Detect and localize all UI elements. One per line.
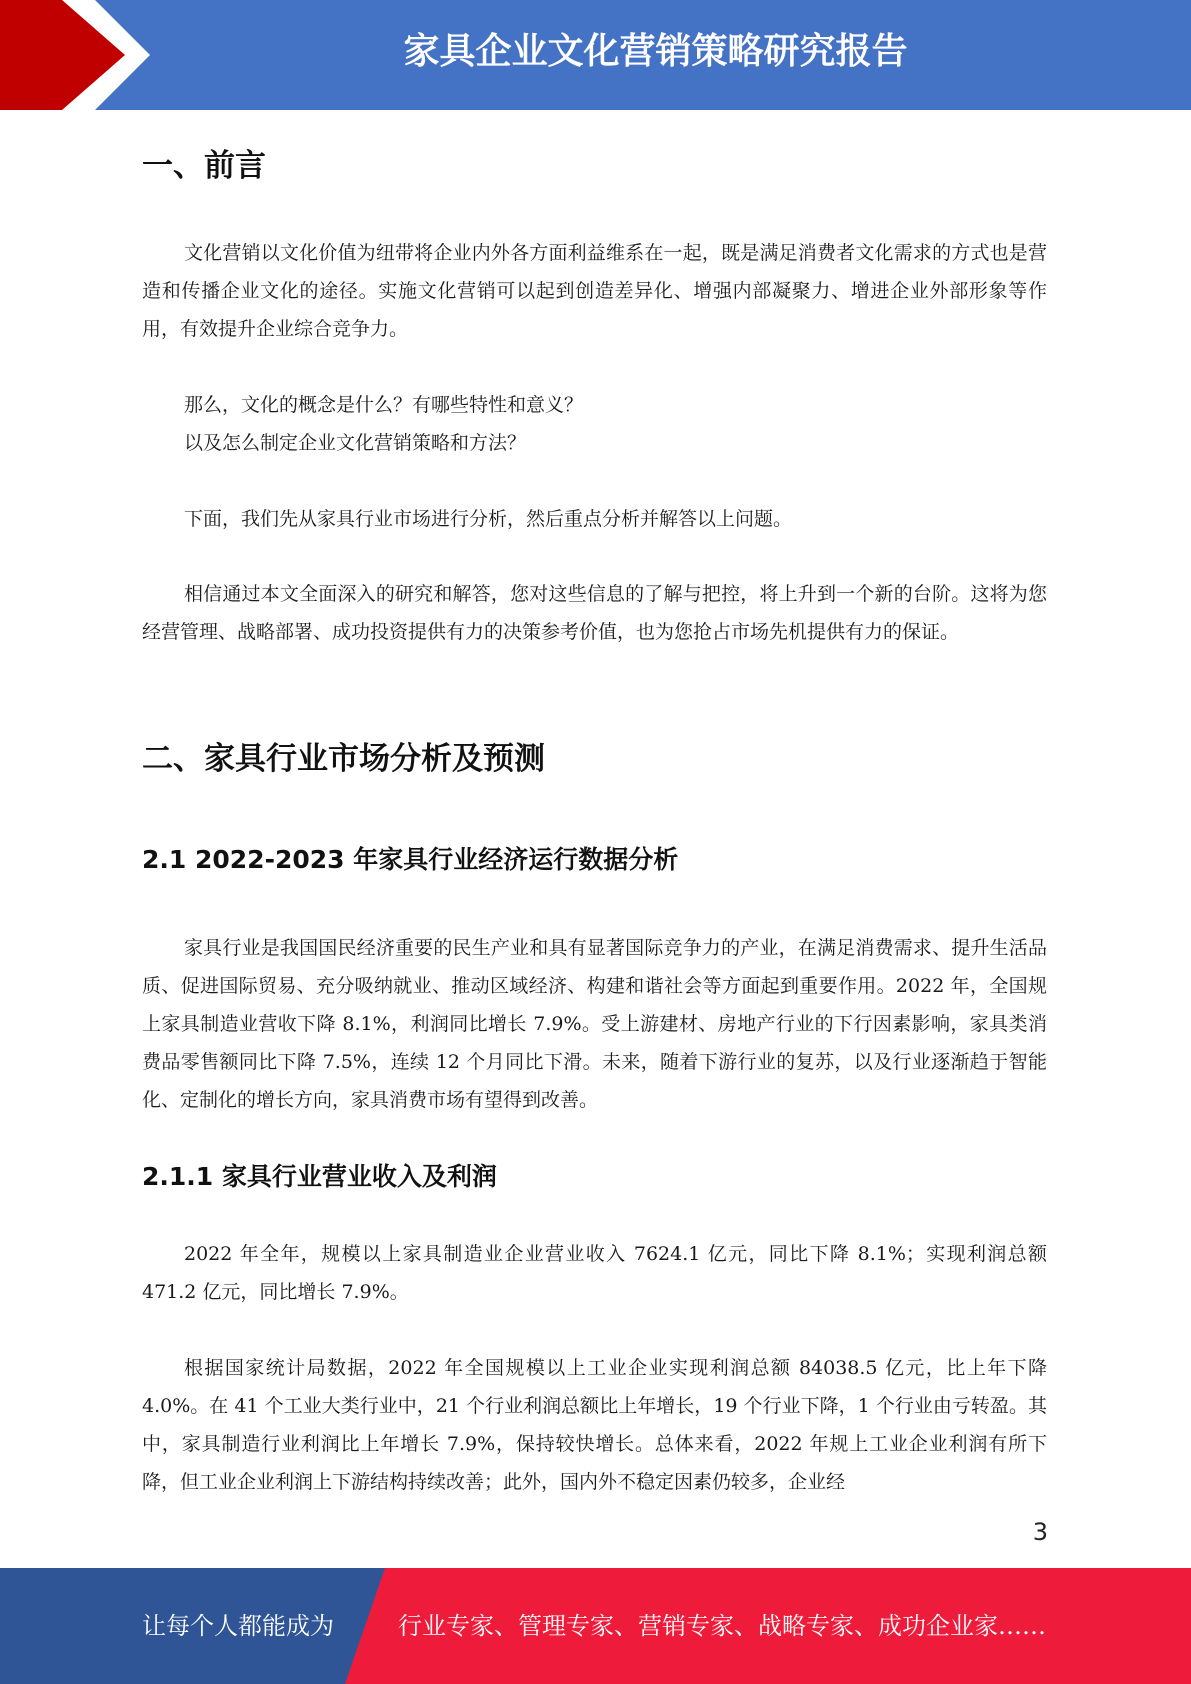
preface-question-1: 那么，文化的概念是什么？有哪些特性和意义？ — [184, 394, 584, 416]
footer-slogan-right: 行业专家、管理专家、营销专家、战略专家、成功企业家…… — [398, 1612, 1046, 1640]
report-title: 家具企业文化营销策略研究报告 — [403, 31, 908, 72]
page-header — [0, 0, 1191, 110]
subsection-heading-2-1: 2.1 2022-2023 年家具行业经济运行数据分析 — [142, 845, 679, 874]
subsection-2-1-paragraph: 家具行业是我国国民经济重要的民生产业和具有显著国际竞争力的产业，在满足消费需求、提升生活品质、促进国际贸易、充分吸纳就业、推动区域经济、构建和谐社会等方面起到重要作用。2022 年，全国规上家具制造业营收下降 8.1%，利润同比增长 7.9%。受上游建材、房地产行业的下行因素影响，家具类消费品零售额同比下降 7.5%，连续 12 个月同比下滑。未来，随着下游行业的复苏，以及行业逐渐趋于智能化、定制化的增长方向，家具消费市场有望得到改善。 — [142, 937, 1047, 1111]
page-number: 3 — [1032, 1518, 1048, 1546]
preface-question-2: 以及怎么制定企业文化营销策略和方法？ — [184, 432, 527, 454]
section-heading-preface: 一、前言 — [142, 148, 266, 184]
subsection-2-1-1-paragraph-2: 根据国家统计局数据，2022 年全国规模以上工业企业实现利润总额 84038.5 亿元，比上年下降 4.0%。在 41 个工业大类行业中，21 个行业利润总额比上年增长，19 个行业下降，1 个行业由亏转盈。其中，家具制造行业利润比上年增长 7.9%，保持较快增长。总体来看，2022 年规上工业企业利润有所下降，但工业企业利润上下游结构持续改善；此外，国内外不稳定因素仍较多，企业经 — [142, 1357, 1047, 1493]
subsection-2-1-1-paragraph-1: 2022 年全年，规模以上家具制造业企业营业收入 7624.1 亿元，同比下降 8.1%；实现利润总额 471.2 亿元，同比增长 7.9%。 — [142, 1243, 1047, 1303]
subsection-heading-2-1-1: 2.1.1 家具行业营业收入及利润 — [142, 1162, 497, 1191]
preface-paragraph-3: 相信通过本文全面深入的研究和解答，您对这些信息的了解与把控，将上升到一个新的台阶。这将为您经营管理、战略部署、成功投资提供有力的决策参考价值，也为您抢占市场先机提供有力的保证。 — [142, 583, 1047, 643]
preface-paragraph-2: 下面，我们先从家具行业市场进行分析，然后重点分析并解答以上问题。 — [184, 508, 793, 530]
footer-slogan-left: 让每个人都能成为 — [142, 1612, 334, 1640]
preface-paragraph-1: 文化营销以文化价值为纽带将企业内外各方面利益维系在一起，既是满足消费者文化需求的方式也是营造和传播企业文化的途径。实施文化营销可以起到创造差异化、增强内部凝聚力、增进企业外部形象等作用，有效提升企业综合竞争力。 — [142, 242, 1047, 340]
page-footer — [0, 1568, 1191, 1684]
section-heading-market-analysis: 二、家具行业市场分析及预测 — [142, 741, 545, 777]
